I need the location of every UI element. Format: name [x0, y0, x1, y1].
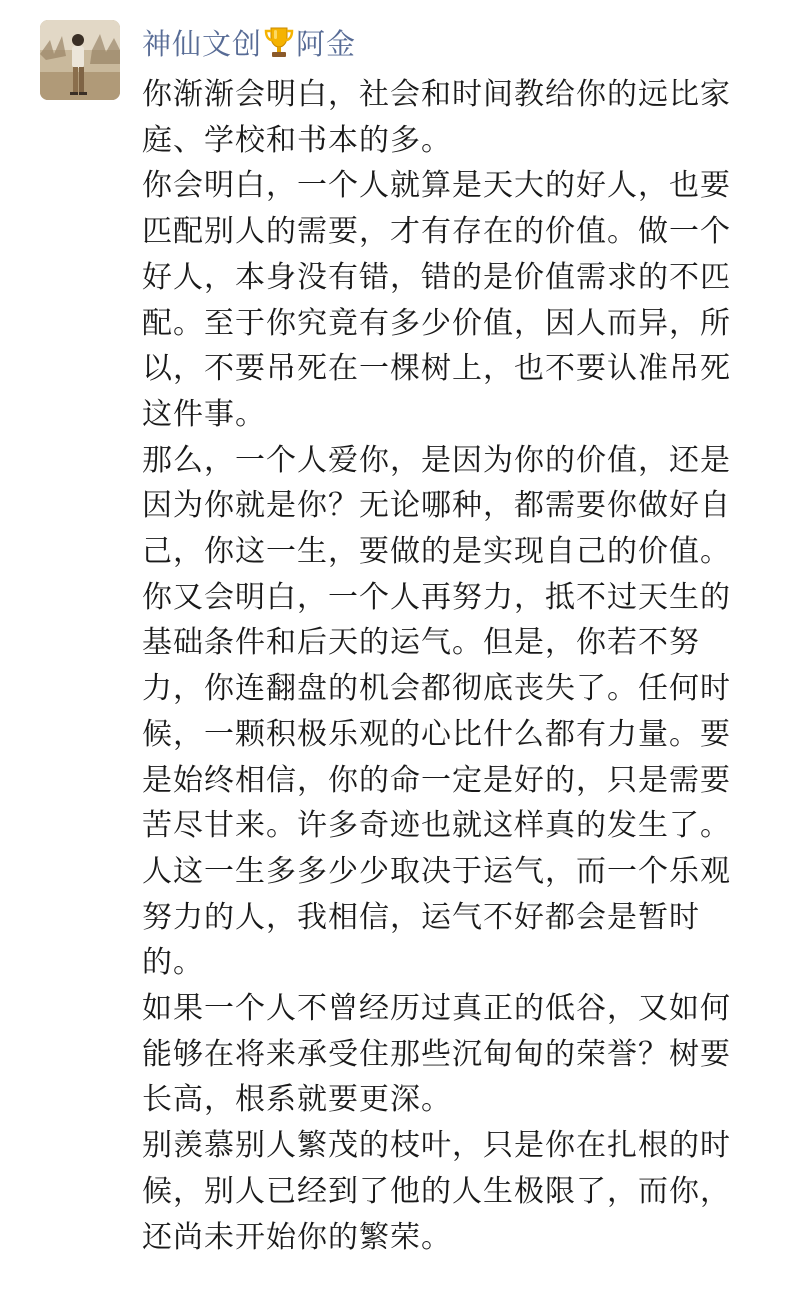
paragraph-5: 人这一生多多少少取决于运气，而一个乐观努力的人，我相信，运气不好都会是暂时的。 — [142, 853, 731, 981]
paragraph-4: 你又会明白，一个人再努力，抵不过天生的基础条件和后天的运气。但是，你若不努力，你连翻盘的机会都彻底丧失了。任何时候，一颗积极乐观的心比什么都有力量。要是始终相信，你的命一定是好的，只是需要苦尽甘来。许多奇迹也就这样真的发生了。 — [142, 579, 731, 844]
paragraph-7: 别羡慕别人繁茂的枝叶，只是你在扎根的时候，别人已经到了他的人生极限了，而你，还尚未开始你的繁荣。 — [142, 1128, 731, 1255]
post-body — [142, 72, 760, 1260]
author-name-part1: 神仙文创 — [142, 27, 263, 61]
author-name-part2: 阿金 — [296, 27, 357, 61]
paragraph-6: 如果一个人不曾经历过真正的低谷，又如何能够在将来承受住那些沉甸甸的荣誉？树要长高，根系就要更深。 — [142, 991, 731, 1118]
paragraph-3: 那么，一个人爱你，是因为你的价值，还是因为你就是你？无论哪种，都需要你做好自己，你这一生，要做的是实现自己的价值。 — [142, 442, 731, 570]
paragraph-1: 你渐渐会明白，社会和时间教给你的远比家庭、学校和书本的多。 — [142, 77, 731, 158]
trophy-icon — [264, 25, 294, 59]
paragraph-2: 你会明白，一个人就算是天大的好人，也要匹配别人的需要，才有存在的价值。做一个好人，本身没有错，错的是价值需求的不匹配。至于你究竟有多少价值，因人而异，所以，不要吊死在一棵树上，也不要认准吊死这件事。 — [142, 168, 731, 432]
avatar[interactable] — [40, 20, 120, 100]
author-name[interactable] — [142, 22, 356, 66]
